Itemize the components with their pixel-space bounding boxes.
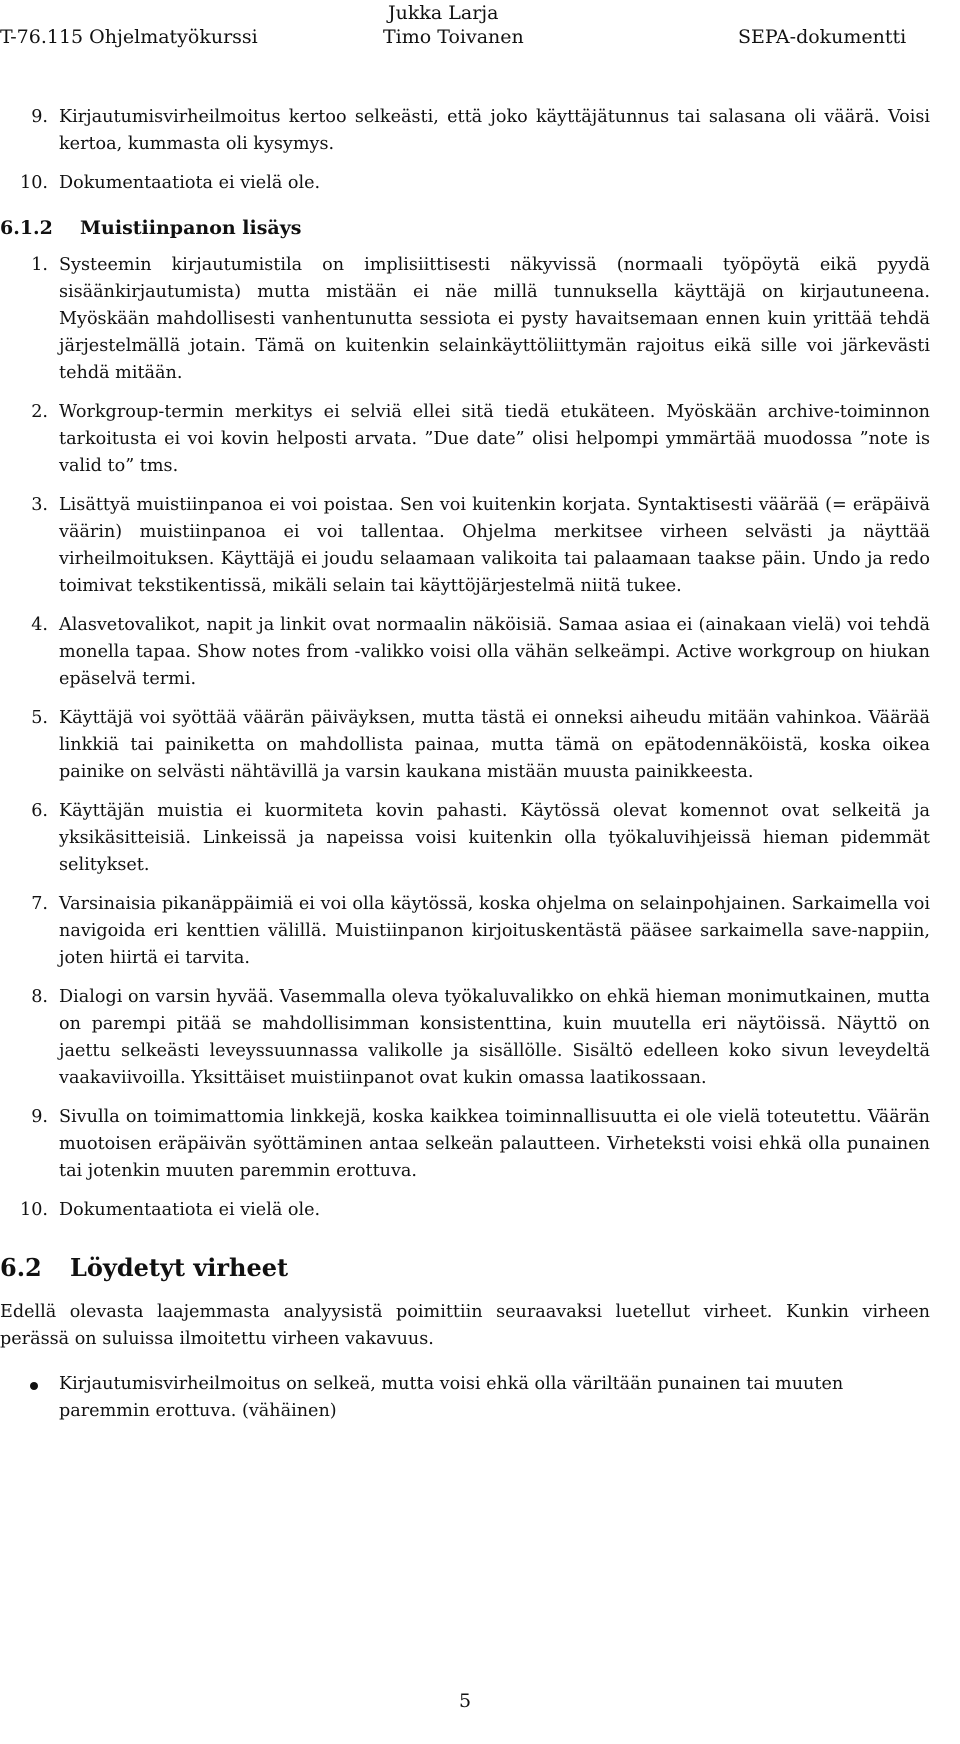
bullet-icon: [30, 1382, 38, 1390]
list-item-text: Dialogi on varsin hyvää. Vasemmalla oleva työkaluvalikko on ehkä hieman monimutkainen, mutta on parempi pitää se mahdollisimman konsistenttina, kuin muutella eri näytöissä. Näyttö on jaettu selkeästi leveyssuunnassa valikolle ja sisällölle. Sisältö edelleen koko sivun leveydeltä vaakaviivoilla. Yksittäiset muistiinpanot ovat kukin omassa laatikossaan.: [59, 987, 930, 1088]
section-number: 6.2: [0, 1253, 42, 1282]
list-item-number: 10.: [20, 1200, 48, 1220]
list-item-number: 4.: [31, 615, 48, 635]
list-item: [0, 1197, 930, 1224]
header-author-1: Jukka Larja: [388, 2, 499, 24]
list-item: [0, 705, 930, 786]
list-item: [0, 170, 930, 197]
list-item: [0, 399, 930, 480]
document-body: [0, 104, 930, 1425]
bullet-item: [0, 1371, 930, 1425]
subsection-heading: [0, 215, 930, 242]
list-item-text: Workgroup-termin merkitys ei selviä ellei sitä tiedä etukäteen. Myöskään archive-toiminnon tarkoitusta ei voi kovin helposti arvata. ”Due date” olisi helpompi ymmärtää muodossa ”note is valid to” tms.: [59, 402, 930, 476]
list-item-number: 7.: [31, 894, 48, 914]
list-item-number: 9.: [31, 107, 48, 127]
list-item-text: Sivulla on toimimattomia linkkejä, koska kaikkea toiminnallisuutta ei ole vielä toteutettu. Väärän muotoisen eräpäivän syöttäminen antaa selkeän palautteen. Virheteksti voisi ehkä olla punainen tai jotenkin muuten paremmin erottuva.: [59, 1107, 930, 1181]
list-item: [0, 1104, 930, 1185]
list-item-number: 5.: [31, 708, 48, 728]
list-item: [0, 492, 930, 600]
list-item-text: Kirjautumisvirheilmoitus kertoo selkeästi, että joko käyttäjätunnus tai salasana oli väärä. Voisi kertoa, kummasta oli kysymys.: [59, 107, 930, 154]
list-item-text: Systeemin kirjautumistila on implisiittisesti näkyvissä (normaali työpöytä eikä pyydä sisäänkirjautumista) mutta mistään ei näe millä tunnuksella käyttäjä on kirjautuneena. Myöskään mahdollisesti vanhentunutta sessiota ei pysty havaitsemaan ennen kuin yrittää tehdä järjestelmällä jotain. Tämä on kuitenkin selainkäyttöliittymän rajoitus eikä sille voi järkevästi tehdä mitään.: [59, 255, 930, 383]
list-item: [0, 104, 930, 158]
list-item-number: 9.: [31, 1107, 48, 1127]
list-item: [0, 891, 930, 972]
list-item: [0, 798, 930, 879]
list-item-text: Dokumentaatiota ei vielä ole.: [59, 1200, 321, 1220]
list-item-text: Dokumentaatiota ei vielä ole.: [59, 173, 321, 193]
list-item: [0, 252, 930, 387]
section-heading: [0, 1254, 930, 1281]
subsection-title: Muistiinpanon lisäys: [80, 217, 302, 239]
section-title: Löydetyt virheet: [70, 1253, 289, 1282]
list-item-number: 8.: [31, 987, 48, 1007]
list-item-text: Lisättyä muistiinpanoa ei voi poistaa. Sen voi kuitenkin korjata. Syntaktisesti väärää (= eräpäivä väärin) muistiinpanoa ei voi tallentaa. Ohjelma merkitsee virheen selvästi ja näyttää virheilmoituksen. Käyttäjä ei joudu selaamaan valikoita tai palaamaan taakse päin. Undo ja redo toimivat tekstikentissä, mikäli selain tai käyttöjärjestelmä niitä tukee.: [59, 495, 930, 596]
header-course: T-76.115 Ohjelmatyökurssi: [0, 26, 258, 48]
list-item-text: Alasvetovalikot, napit ja linkit ovat normaalin näköisiä. Samaa asiaa ei (ainakaan vielä) voi tehdä monella tapaa. Show notes from -valikko voisi olla vähän selkeämpi. Active workgroup on hiukan epäselvä termi.: [59, 615, 930, 689]
list-item-text: Käyttäjän muistia ei kuormiteta kovin pahasti. Käytössä olevat komennot ovat selkeitä ja yksikäsitteisiä. Linkeissä ja napeissa voisi kuitenkin olla työkaluvihjeissä hieman pidemmät selitykset.: [59, 801, 930, 875]
list-item-number: 1.: [31, 255, 48, 275]
header-author-2: Timo Toivanen: [383, 26, 524, 48]
page-header: [0, 0, 960, 60]
list-item: [0, 612, 930, 693]
list-item-number: 6.: [31, 801, 48, 821]
list-item-text: Käyttäjä voi syöttää väärän päiväyksen, mutta tästä ei onneksi aiheudu mitään vahinkoa. Väärää linkkiä tai painiketta on mahdollista painaa, mutta tämä on epätodennäköistä, koska oikea painike on selvästi nähtävillä ja varsin kaukana mistään muusta painikkeesta.: [59, 708, 930, 782]
list-item-number: 3.: [31, 495, 48, 515]
header-document-type: SEPA-dokumentti: [738, 26, 907, 48]
section-paragraph: Edellä olevasta laajemmasta analyysistä poimittiin seuraavaksi luetellut virheet. Kunkin virheen perässä on suluissa ilmoitettu virheen vakavuus.: [0, 1302, 930, 1349]
list-item: [0, 984, 930, 1092]
page-number: 5: [458, 1690, 472, 1712]
list-item-number: 2.: [31, 402, 48, 422]
bullet-item-text: Kirjautumisvirheilmoitus on selkeä, mutta voisi ehkä olla väriltään punainen tai muuten paremmin erottuva. (vähäinen): [59, 1374, 844, 1421]
subsection-number: 6.1.2: [0, 217, 53, 239]
list-item-number: 10.: [20, 173, 48, 193]
list-item-text: Varsinaisia pikanäppäimiä ei voi olla käytössä, koska ohjelma on selainpohjainen. Sarkaimella voi navigoida eri kenttien välillä. Muistiinpanon kirjoituskentästä pääsee sarkaimella save-nappiin, joten hiirtä ei tarvita.: [59, 894, 930, 968]
